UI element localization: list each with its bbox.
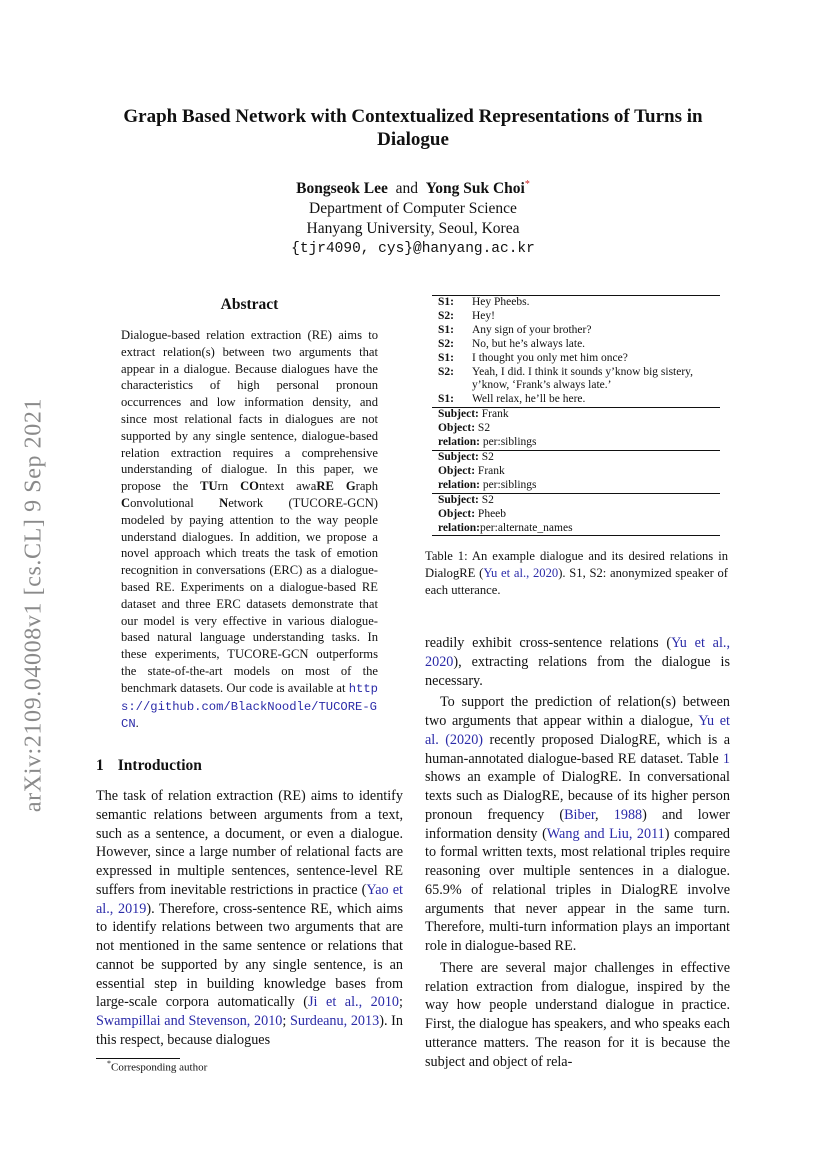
citation-link[interactable]: Surdeanu, 2013 [290, 1013, 380, 1029]
acronym-letter: TU [200, 479, 218, 494]
subject-value: S2 [481, 450, 494, 463]
text-run: ; [399, 994, 403, 1011]
subject-value: Frank [481, 408, 509, 421]
caption-text: ). S1, S2: anonymized speaker of each utterance. [425, 566, 728, 597]
speaker: S2: [438, 309, 454, 322]
paragraph [425, 693, 730, 956]
relation-label: relation: [438, 478, 480, 491]
dialogue-row [432, 366, 720, 394]
utterance: I thought you only met him once? [472, 351, 628, 364]
relation-value: per:siblings [482, 478, 537, 491]
subject-value: S2 [481, 493, 494, 506]
paragraph [425, 634, 730, 690]
corresponding-star[interactable]: * [524, 179, 530, 190]
speaker: S1: [438, 323, 454, 336]
footnote-mark: * [107, 1059, 111, 1068]
utterance: No, but he’s always late. [472, 337, 586, 350]
author-2: Yong Suk Choi [425, 180, 525, 198]
relation-type [438, 479, 720, 493]
subject-label: Subject: [438, 450, 479, 463]
acronym-letter: G [345, 479, 356, 494]
citation-link[interactable]: Yu et al., 2020 [483, 566, 559, 580]
speaker: S1: [438, 393, 454, 406]
utterance: Well relax, he’ll be here. [472, 393, 586, 406]
abstract-part: onvolutional [130, 495, 220, 510]
text-run: ) compared to formal written texts, most relational triples require reasoning over multiple sentences in a dialogue. 65.9% of relational triples in DialogRE involve arguments that never appear in the same turn. Therefore, multi-turn information plays an important role in dialogue-based RE. [425, 825, 730, 954]
abstract-part: . [135, 716, 139, 731]
author-and: and [395, 180, 419, 198]
code-url-link[interactable]: https://github.com/BlackNoodle/TUCORE-GCN [121, 681, 378, 732]
citation-link[interactable]: Ji et al., 2010 [308, 994, 400, 1011]
relation-subject [438, 451, 720, 465]
author-1: Bongseok Lee [296, 180, 388, 198]
section-title: Introduction [117, 757, 202, 774]
speaker: S1: [438, 351, 454, 364]
university: Hanyang University, Seoul, Korea [306, 220, 520, 238]
dialogue-row [432, 338, 720, 352]
email: {tjr4090, cys}@hanyang.ac.kr [291, 241, 535, 258]
relation-label: relation: [438, 521, 480, 534]
acronym-letter: CO [240, 479, 259, 494]
relation-value: per:siblings [482, 436, 537, 449]
utterance: Any sign of your brother? [472, 323, 592, 336]
abstract-heading: Abstract [220, 296, 279, 313]
table-ref-link[interactable]: 1 [722, 750, 730, 767]
right-column-body [425, 634, 730, 1071]
table-caption [425, 548, 728, 599]
text-run: ) and lower information density ( [425, 806, 731, 842]
subject-label: Subject: [438, 493, 479, 506]
text-run: ; [282, 1013, 291, 1029]
text-run: recently proposed DialogRE, which is a human-annotated dialogue-based RE dataset. Table [425, 731, 730, 767]
caption-text: Table 1: An example dialogue and its desired relations in DialogRE ( [425, 549, 728, 580]
author-block [96, 175, 730, 259]
dialogue-block [432, 296, 720, 407]
text-run: , [595, 806, 614, 823]
dialogue-row [432, 393, 720, 407]
object-value: Frank [477, 464, 505, 477]
section-heading-introduction [96, 757, 202, 775]
abstract-part [334, 479, 346, 493]
paper-title: Graph Based Network with Contextualized Representations of Turns in Dialogue [123, 106, 703, 150]
acronym-letter: C [121, 495, 131, 510]
author-names [96, 175, 730, 199]
relation-object [438, 422, 720, 436]
relation-label: relation: [438, 436, 480, 449]
dialogue-row [432, 352, 720, 366]
citation-link[interactable]: Yu et al., 2020 [425, 635, 730, 670]
abstract-text [121, 327, 378, 733]
intro-paragraph [96, 787, 403, 1050]
speaker: S2: [438, 337, 454, 350]
citation-link[interactable]: Wang and Liu, 2011 [546, 825, 665, 842]
object-label: Object: [438, 464, 476, 477]
paragraph: There are several major challenges in effective relation extraction from dialogue, inspired by the way how people understand dialogue in practice. First, the dialogue has speakers, and who speaks each utterance matters. The reason for it is because the subject and object of rela- [425, 959, 730, 1070]
relation-block-3 [432, 493, 720, 536]
example-dialogue-table [432, 295, 720, 536]
abstract-part: rn [217, 479, 241, 494]
citation-link[interactable]: Swampillai and Stevenson, 2010 [96, 1013, 283, 1029]
section-number: 1 [96, 757, 104, 774]
abstract-part: ntext awa [258, 479, 317, 494]
text-run: readily exhibit cross-sentence relations ( [425, 635, 672, 651]
object-value: Pheeb [477, 507, 507, 520]
relation-object [438, 465, 720, 479]
speaker: S1: [438, 296, 454, 308]
speaker: S2: [438, 365, 454, 378]
dialogue-row [432, 310, 720, 324]
subject-label: Subject: [438, 408, 479, 421]
citation-link[interactable]: Yu et al. (2020) [425, 713, 730, 748]
dialogue-row [432, 296, 720, 310]
utterance: Hey! [472, 309, 495, 322]
relation-block-2 [432, 450, 720, 493]
relation-block-1 [432, 407, 720, 450]
relation-type [438, 436, 720, 450]
relation-subject [438, 408, 720, 422]
text-run: ). Therefore, cross-sentence RE, which aims to identify relations between two arguments that are not mentioned in the same sentence or relations that cannot be supported by any single sentence, is an essential step in building knowledge bases from large-scale corpora automatically ( [96, 900, 403, 1011]
citation-link[interactable]: 1988 [613, 806, 643, 823]
footnote [107, 1059, 207, 1074]
dialogue-row [432, 324, 720, 338]
citation-link[interactable]: Yao et al., 2019 [96, 881, 403, 917]
footnote-text: Corresponding author [111, 1061, 208, 1074]
text-run: To support the prediction of relation(s) between two arguments that appear within a dialogue, [425, 694, 730, 729]
object-value: S2 [477, 422, 491, 435]
text-run: The task of relation extraction (RE) aims to identify semantic relations between arguments from a text, such as a sentence, a document, or even a dialogue. However, since a large number of relational facts are expressed in multiple sentences, sentence-level RE suffers from inevitable restrictions in practice ( [96, 788, 403, 898]
relation-subject [438, 494, 720, 508]
relation-object [438, 508, 720, 522]
relation-type [438, 522, 720, 536]
text-run: ), extracting relations from the dialogue is necessary. [425, 653, 730, 689]
citation-link[interactable]: Biber [564, 806, 596, 823]
object-label: Object: [438, 422, 476, 435]
text-run: ). In this respect, because dialogues [96, 1013, 403, 1048]
abstract-part: raph [355, 479, 379, 494]
relation-value: per:alternate_names [479, 521, 573, 534]
arxiv-sidebar [14, 370, 54, 840]
acronym-letter: RE [316, 479, 334, 494]
arxiv-identifier: arXiv:2109.04008v1 [cs.CL] 9 Sep 2021 [20, 397, 47, 813]
acronym-letter: N [219, 495, 229, 510]
object-label: Object: [438, 507, 476, 520]
utterance: Hey Pheebs. [472, 296, 530, 308]
utterance: Yeah, I did. I think it sounds y’know big sistery, y’know, ‘Frank’s always late.’ [472, 365, 694, 392]
abstract-part: Dialogue-based relation extraction (RE) aims to extract relation(s) between two arguments that appear in a dialogue. Because dialogues have the characteristics of high personal pronoun occurrences and low information density, and since most relational facts in dialogues are not supported by any single sentence, dialogue-based relation extraction requires a comprehensive understanding of dialogue. In this paper, we propose the [121, 328, 378, 494]
text-run: shows an example of DialogRE. In conversational texts such as DialogRE, because of its higher person pronoun frequency ( [425, 769, 730, 823]
abstract-part: etwork (TUCORE-GCN) modeled by paying attention to the way people understand dialogues. In addition, we propose a novel approach which treats the task of emotion recognition in conversations (ERC) as a dialogue-based RE. Experiments on a dialogue-based RE dataset and three ERC datasets demonstrate that our model is very effective in various dialogue-based natural language understanding tasks. In these experiments, TUCORE-GCN outperforms the state-of-the-art models on most of the benchmark datasets. Our code is available at [121, 495, 379, 695]
department: Department of Computer Science [309, 200, 517, 218]
